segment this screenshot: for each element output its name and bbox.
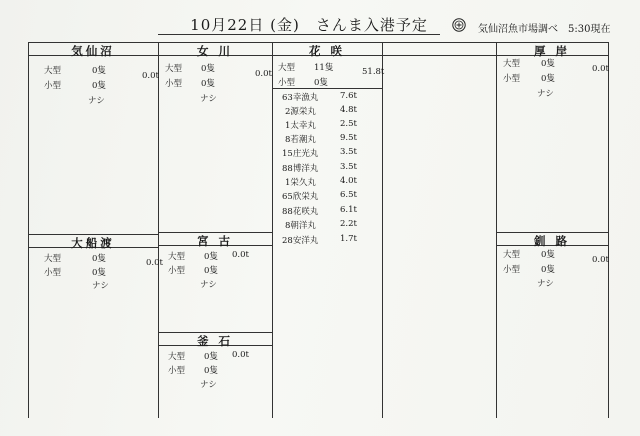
large-count: 0隻: [541, 250, 555, 260]
small-label: 小型: [168, 366, 186, 376]
remark: ナシ: [200, 280, 217, 290]
port-name-hanasaki: 花 咲: [308, 44, 345, 58]
page-title: 10月22日 (金) さんま入港予定: [190, 16, 428, 34]
boat-name: 8朝洋丸: [285, 221, 316, 231]
column-divider: [382, 42, 383, 418]
large-count: 0隻: [92, 254, 106, 264]
large-count: 11隻: [314, 63, 334, 73]
large-count: 0隻: [204, 352, 218, 362]
boat-name: 15庄光丸: [282, 149, 319, 159]
small-count: 0隻: [541, 265, 555, 275]
large-label: 大型: [278, 63, 296, 73]
port-name-miyako: 宮 古: [196, 234, 233, 248]
small-count: 0隻: [201, 79, 215, 89]
boat-weight: 4.0t: [340, 176, 357, 186]
boat-name: 28安洋丸: [282, 236, 319, 246]
boat-weight: 7.6t: [340, 91, 357, 101]
large-label: 大型: [168, 352, 186, 362]
large-count: 0隻: [92, 66, 106, 76]
total-weight: 0.0t: [255, 69, 272, 79]
large-label: 大型: [44, 254, 62, 264]
small-count: 0隻: [204, 366, 218, 376]
column-divider: [272, 42, 273, 418]
large-label: 大型: [503, 59, 521, 69]
total-weight: 0.0t: [232, 350, 249, 360]
remark: ナシ: [537, 89, 554, 99]
small-label: 小型: [278, 78, 296, 88]
boat-name: 2源栄丸: [285, 107, 316, 117]
large-count: 0隻: [541, 59, 555, 69]
boat-name: 88花咲丸: [282, 207, 319, 217]
remark: ナシ: [200, 94, 217, 104]
large-label: 大型: [44, 66, 62, 76]
small-count: 0隻: [541, 74, 555, 84]
boat-name: 63幸漁丸: [282, 93, 319, 103]
total-weight: 51.8t: [362, 67, 385, 77]
column-divider: [158, 42, 159, 418]
small-count: 0隻: [92, 81, 106, 91]
remark: ナシ: [537, 279, 554, 289]
remark: ナシ: [88, 96, 105, 106]
small-label: 小型: [503, 74, 521, 84]
boat-weight: 3.5t: [340, 147, 357, 157]
port-name-onagawa: 女 川: [196, 44, 233, 58]
boat-weight: 1.7t: [340, 234, 357, 244]
summary-divider: [272, 88, 382, 89]
boat-name: 8若潮丸: [285, 135, 316, 145]
large-label: 大型: [168, 252, 186, 262]
boat-weight: 6.1t: [340, 205, 357, 215]
small-count: 0隻: [204, 266, 218, 276]
boat-weight: 6.5t: [340, 190, 357, 200]
boat-name: 88博洋丸: [282, 164, 319, 174]
survey-note: 気仙沼魚市場調べ 5:30現在: [478, 24, 611, 35]
title-underline: [158, 34, 440, 35]
port-name-kesennuma: 気仙沼: [71, 44, 115, 58]
remark: ナシ: [92, 281, 109, 291]
boat-weight: 2.5t: [340, 119, 357, 129]
total-weight: 0.0t: [142, 71, 159, 81]
total-weight: 0.0t: [146, 258, 163, 268]
large-count: 0隻: [201, 64, 215, 74]
large-label: 大型: [503, 250, 521, 260]
market-logo-icon: [452, 18, 466, 32]
small-label: 小型: [44, 268, 62, 278]
port-name-ofunato: 大船渡: [71, 236, 115, 250]
total-weight: 0.0t: [592, 255, 609, 265]
small-label: 小型: [168, 266, 186, 276]
boat-weight: 2.2t: [340, 219, 357, 229]
small-label: 小型: [165, 79, 183, 89]
remark: ナシ: [200, 380, 217, 390]
port-name-kamaishi: 釜 石: [196, 334, 233, 348]
table-left-border: [28, 42, 29, 418]
boat-weight: 3.5t: [340, 162, 357, 172]
boat-name: 65欣栄丸: [282, 192, 319, 202]
total-weight: 0.0t: [232, 250, 249, 260]
small-label: 小型: [503, 265, 521, 275]
title-block: [178, 14, 440, 35]
small-count: 0隻: [92, 268, 106, 278]
table-right-border: [608, 42, 609, 418]
large-label: 大型: [165, 64, 183, 74]
boat-weight: 4.8t: [340, 105, 357, 115]
small-count: 0隻: [314, 78, 328, 88]
port-name-kushiro: 釧 路: [533, 234, 570, 248]
port-name-akkeshi: 厚 岸: [533, 44, 570, 58]
boat-name: 1太幸丸: [285, 121, 316, 131]
small-label: 小型: [44, 81, 62, 91]
boat-name: 1栄久丸: [285, 178, 316, 188]
boat-weight: 9.5t: [340, 133, 357, 143]
total-weight: 0.0t: [592, 64, 609, 74]
large-count: 0隻: [204, 252, 218, 262]
column-divider: [496, 42, 497, 418]
